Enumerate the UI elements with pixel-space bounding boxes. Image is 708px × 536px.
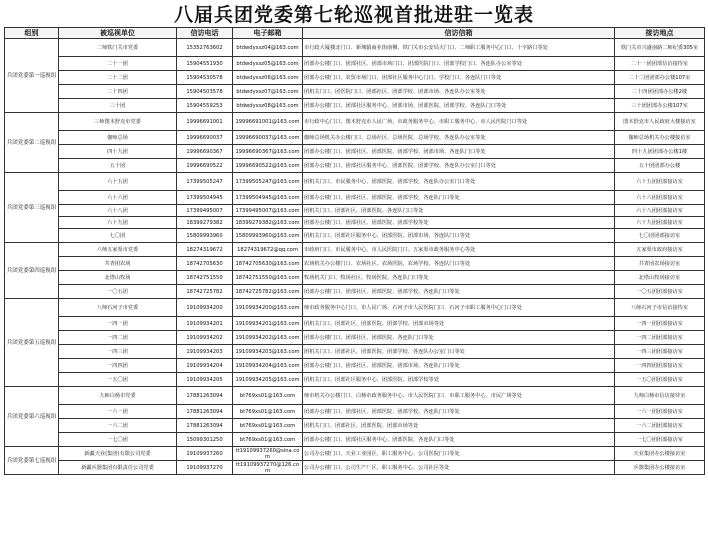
mailbox-cell: 伽师总场机关办公楼门口、总场社区、总场医院、总场学校、各连队办公室等处 (303, 131, 615, 145)
table-row (5, 419, 705, 433)
visit-cell: 六十八团团部接访室 (615, 205, 705, 217)
unit-cell: 一五〇团 (59, 373, 177, 387)
table-row (5, 145, 705, 159)
visit-cell: 一六二团团部接访室 (615, 419, 705, 433)
table-row (5, 71, 705, 85)
mailbox-cell: 团部办公楼门口、团部社区、团部医院、团部学校、团部市场、各连队门口等处 (303, 145, 615, 159)
mailbox-cell: 团机关门口、团部社区、团部医院、团部学校、团部市场等处 (303, 317, 615, 331)
email-cell: 19996690367@163.com (233, 145, 303, 159)
mailbox-cell: 团部办公楼门口、团部社区、团部医院、团部市场、各连队门口等处 (303, 359, 615, 373)
table-row (5, 205, 705, 217)
inspection-table (4, 27, 705, 475)
phone-cell: 19109934204 (177, 359, 233, 373)
table-row (5, 57, 705, 71)
unit-cell: 六师五家渠市党委 (59, 243, 177, 257)
email-cell: 18274319672@qq.com (233, 243, 303, 257)
email-cell: 19109934204@163.com (233, 359, 303, 373)
email-cell: 17399505247@163.com (233, 173, 303, 191)
email-cell: 18399279382@163.com (233, 217, 303, 229)
visit-cell: 共青团农场接访室 (615, 257, 705, 271)
mailbox-cell: 师市政务服务中心门口、市人民广场、石河子市人民医院门口、石河子市职工服务中心门口等处 (303, 299, 615, 317)
visit-cell: 伽师总场机关办公楼接访室 (615, 131, 705, 145)
mailbox-cell: 团机关门口、团医院门口、团部社区、团部学校、团部市场、各连队办公室等处 (303, 85, 615, 99)
unit-cell: 一四一团 (59, 317, 177, 331)
phone-cell: 18274319672 (177, 243, 233, 257)
visit-cell: 二十一团团部信访接待室 (615, 57, 705, 71)
visit-cell: 一六一团团部接访室 (615, 405, 705, 419)
unit-cell: 九师白杨市党委 (59, 387, 177, 405)
visit-cell: 天业集团办公楼接访室 (615, 447, 705, 461)
email-cell: 18742725782@163.com (233, 285, 303, 299)
unit-cell: 一七〇团 (59, 433, 177, 447)
table-row (5, 331, 705, 345)
visit-cell: 七〇团团部接访室 (615, 229, 705, 243)
group-cell: 兵团党委第六巡视组 (5, 387, 59, 447)
phone-cell: 15809993960 (177, 229, 233, 243)
unit-cell: 共青团农场 (59, 257, 177, 271)
phone-cell: 17399504945 (177, 191, 233, 205)
unit-cell: 二师铁门关市党委 (59, 39, 177, 57)
header-group: 组别 (5, 28, 59, 39)
unit-cell: 伽师总场 (59, 131, 177, 145)
email-cell: bt769xs01@163.com (233, 405, 303, 419)
email-cell: 19109934201@163.com (233, 317, 303, 331)
unit-cell: 一四三团 (59, 345, 177, 359)
email-cell: 19109934205@163.com (233, 373, 303, 387)
table-header-row (5, 28, 705, 39)
unit-cell: 二十一团 (59, 57, 177, 71)
phone-cell: 19996691001 (177, 113, 233, 131)
visit-cell: 铁门关市兴盛南路二师纪委305室 (615, 39, 705, 57)
phone-cell: 19109934205 (177, 373, 233, 387)
table-row (5, 85, 705, 99)
mailbox-cell: 团部办公楼门口、团部社区服务中心、团部医院、团部学校、各连队办公室门口等处 (303, 159, 615, 173)
mailbox-cell: 团机关门口、团部社区、团部医院、各连队门口等处 (303, 205, 615, 217)
phone-cell: 19109934201 (177, 317, 233, 331)
visit-cell: 一四四团团部接访室 (615, 359, 705, 373)
unit-cell: 一六一团 (59, 405, 177, 419)
unit-cell: 二十二团 (59, 71, 177, 85)
header-phone: 信访电话 (177, 28, 233, 39)
mailbox-cell: 师市机关办公楼门口、白杨市政务服务中心、市人民医院门口、市职工服务中心、市民广场等处 (303, 387, 615, 405)
email-cell: 18742705630@163.com (233, 257, 303, 271)
table-row (5, 285, 705, 299)
mailbox-cell: 团部办公楼门口、团部社区、团部市场门口、团部医院门口、团部学校门口、各连队办公室等处 (303, 57, 615, 71)
phone-cell: 19996690367 (177, 145, 233, 159)
header-visit: 接访地点 (615, 28, 705, 39)
phone-cell: 15904503578 (177, 85, 233, 99)
visit-cell: 一〇五团团部接访室 (615, 285, 705, 299)
mailbox-cell: 市行政大厦楼北门口、新城镇商业街南侧、铁门关市公安局大门口、二师职工服务中心门口、十字路口等处 (303, 39, 615, 57)
visit-cell: 五十团团部办公楼 (615, 159, 705, 173)
table-row (5, 317, 705, 331)
mailbox-cell: 团部办公楼门口、团部社区、团部医院、各连队门口等处 (303, 331, 615, 345)
email-cell: 18742751550@163.com (233, 271, 303, 285)
mailbox-cell: 团部办公楼门口、团部社区、团部医院、团部学校、各连队门口等处 (303, 405, 615, 419)
phone-cell: 19109934200 (177, 299, 233, 317)
unit-cell: 北塔山牧场 (59, 271, 177, 285)
mailbox-cell: 团机关门口、团部社区、团部医院、团部学校、各连队办公室门口等处 (303, 345, 615, 359)
phone-cell: 15352763602 (177, 39, 233, 57)
mailbox-cell: 市政府门口、市民服务中心、市人民医院门口、五家渠市政务服务中心等处 (303, 243, 615, 257)
mailbox-cell: 团机关门口、团部社区服务中心、团部医院、团部学校等处 (303, 373, 615, 387)
email-cell: btdwdyxsz07@163.com (233, 85, 303, 99)
table-row (5, 433, 705, 447)
phone-cell: 17399495007 (177, 205, 233, 217)
table-row (5, 345, 705, 359)
unit-cell: 二十四团 (59, 85, 177, 99)
email-cell: tt19109937270@126.com (233, 461, 303, 475)
group-cell: 兵团党委第三巡视组 (5, 173, 59, 243)
mailbox-cell: 公司办公楼门口、公司生产厂区、职工服务中心、公司社区等处 (303, 461, 615, 475)
phone-cell: 15904530578 (177, 71, 233, 85)
table-row (5, 299, 705, 317)
table-row (5, 271, 705, 285)
group-cell: 兵团党委第四巡视组 (5, 243, 59, 299)
email-cell: bt769xs01@163.com (233, 387, 303, 405)
visit-cell: 一七〇团团部接访室 (615, 433, 705, 447)
phone-cell: 18742705630 (177, 257, 233, 271)
mailbox-cell: 市行政中心门口、图木舒克市人民广场、市政务服务中心、市职工服务中心、市人民医院门口等处 (303, 113, 615, 131)
phone-cell: 15099301250 (177, 433, 233, 447)
table-row (5, 359, 705, 373)
mailbox-cell: 团机关门口、团部社区、团部医院、团部市场等处 (303, 419, 615, 433)
email-cell: 15809993960@163.com (233, 229, 303, 243)
visit-cell: 八师石河子市信访接待室 (615, 299, 705, 317)
visit-cell: 北塔山牧场接访室 (615, 271, 705, 285)
mailbox-cell: 团部办公楼门口、团部社区服务中心、团部医院、各连队门口等处 (303, 433, 615, 447)
visit-cell: 二十四团团部办公楼2楼 (615, 85, 705, 99)
table-row (5, 257, 705, 271)
email-cell: btdwdyxsz05@163.com (233, 57, 303, 71)
phone-cell: 19109934203 (177, 345, 233, 359)
mailbox-cell: 团部办公楼门口、团部社区、团部医院、团部学校、各连队门口等处 (303, 285, 615, 299)
table-row (5, 405, 705, 419)
table-row (5, 39, 705, 57)
unit-cell: 一六二团 (59, 419, 177, 433)
table-row (5, 387, 705, 405)
visit-cell: 三十团团部办公楼107室 (615, 99, 705, 113)
email-cell: btdwdyxsz08@163.com (233, 99, 303, 113)
visit-cell: 兵器集团办公楼接访室 (615, 461, 705, 475)
table-row (5, 173, 705, 191)
mailbox-cell: 团部办公楼门口、农贸市场门口、团部社区服务中心门口、学校门口、各连队门口等处 (303, 71, 615, 85)
table-row (5, 461, 705, 475)
phone-cell: 19109937270 (177, 461, 233, 475)
visit-cell: 一四一团团部接访室 (615, 317, 705, 331)
header-unit: 被巡视单位 (59, 28, 177, 39)
email-cell: btdwdyxsz04@163.com (233, 39, 303, 57)
phone-cell: 19996690037 (177, 131, 233, 145)
phone-cell: 19996690522 (177, 159, 233, 173)
phone-cell: 15904551930 (177, 57, 233, 71)
table-row (5, 159, 705, 173)
mailbox-cell: 团部办公楼门口、团部社区、团部医院、团部学校、各连队门口等处 (303, 191, 615, 205)
table-row (5, 217, 705, 229)
unit-cell: 一四二团 (59, 331, 177, 345)
table-row (5, 373, 705, 387)
mailbox-cell: 团机关门口、市民服务中心、团部医院、团部学校、各连队办公室门口等处 (303, 173, 615, 191)
phone-cell: 18742751550 (177, 271, 233, 285)
unit-cell: 五十团 (59, 159, 177, 173)
email-cell: btdwdyxsz06@163.com (233, 71, 303, 85)
unit-cell: 七〇团 (59, 229, 177, 243)
visit-cell: 六十六团团部接访室 (615, 191, 705, 205)
phone-cell: 17399505247 (177, 173, 233, 191)
unit-cell: 六十八团 (59, 205, 177, 217)
mailbox-cell: 团机关门口、团部社区服务中心、团部医院、团部市场、各连队门口等处 (303, 229, 615, 243)
email-cell: 19996690037@163.com (233, 131, 303, 145)
phone-cell: 18742725782 (177, 285, 233, 299)
mailbox-cell: 公司办公楼门口、天业工业园区、职工服务中心、公司医院门口等处 (303, 447, 615, 461)
email-cell: tt19109937260@sina.com (233, 447, 303, 461)
visit-cell: 一四二团团部接访室 (615, 331, 705, 345)
header-mailbox: 信访信箱 (303, 28, 615, 39)
visit-cell: 图木舒克市人民政府大楼接访室 (615, 113, 705, 131)
group-cell: 兵团党委第一巡视组 (5, 39, 59, 113)
unit-cell: 六十六团 (59, 191, 177, 205)
email-cell: bt769xs01@163.com (233, 419, 303, 433)
email-cell: 19996691001@163.com (233, 113, 303, 131)
group-cell: 兵团党委第五巡视组 (5, 299, 59, 387)
visit-cell: 六十九团团部接访室 (615, 217, 705, 229)
table-row (5, 447, 705, 461)
phone-cell: 19109934202 (177, 331, 233, 345)
table-row (5, 131, 705, 145)
visit-cell: 九师白杨市信访接待室 (615, 387, 705, 405)
email-cell: 19109934202@163.com (233, 331, 303, 345)
table-body (5, 39, 705, 475)
email-cell: 19109934203@163.com (233, 345, 303, 359)
email-cell: 19996690522@163.com (233, 159, 303, 173)
phone-cell: 18399279382 (177, 217, 233, 229)
unit-cell: 三师图木舒克市党委 (59, 113, 177, 131)
header-email: 电子邮箱 (233, 28, 303, 39)
unit-cell: 三十团 (59, 99, 177, 113)
table-row (5, 191, 705, 205)
unit-cell: 八师石河子市党委 (59, 299, 177, 317)
unit-cell: 一四四团 (59, 359, 177, 373)
visit-cell: 二十二团团部办公楼107室 (615, 71, 705, 85)
email-cell: 17399495007@163.com (233, 205, 303, 217)
visit-cell: 一五〇团团部接访室 (615, 373, 705, 387)
phone-cell: 17881263094 (177, 387, 233, 405)
phone-cell: 15904559253 (177, 99, 233, 113)
table-row (5, 99, 705, 113)
visit-cell: 六十五团团部接访室 (615, 173, 705, 191)
mailbox-cell: 团部办公楼门口、团部社区服务中心、团部市场、团部医院、团部学校、各连队门口等处 (303, 99, 615, 113)
unit-cell: 新疆兵器集团有限责任公司党委 (59, 461, 177, 475)
unit-cell: 四十九团 (59, 145, 177, 159)
unit-cell: 一〇五团 (59, 285, 177, 299)
table-row (5, 229, 705, 243)
unit-cell: 新疆天业(集团)有限公司党委 (59, 447, 177, 461)
phone-cell: 19109937260 (177, 447, 233, 461)
unit-cell: 六十五团 (59, 173, 177, 191)
mailbox-cell: 团部办公楼门口、团部社区、团部医院、团部学校等处 (303, 217, 615, 229)
phone-cell: 17881263094 (177, 419, 233, 433)
group-cell: 兵团党委第二巡视组 (5, 113, 59, 173)
unit-cell: 六十九团 (59, 217, 177, 229)
visit-cell: 五家渠市政府接访室 (615, 243, 705, 257)
table-row (5, 113, 705, 131)
phone-cell: 17881263094 (177, 405, 233, 419)
mailbox-cell: 农场机关办公楼门口、农场社区、农场医院、农场学校、各连队门口等处 (303, 257, 615, 271)
table-row (5, 243, 705, 257)
mailbox-cell: 牧场机关门口、牧场社区、牧场医院、各连队门口等处 (303, 271, 615, 285)
email-cell: 17399504945@163.com (233, 191, 303, 205)
group-cell: 兵团党委第七巡视组 (5, 447, 59, 475)
visit-cell: 一四三团团部接访室 (615, 345, 705, 359)
document-title: 八届兵团党委第七轮巡视首批进驻一览表 (173, 4, 534, 26)
email-cell: bt769xs01@163.com (233, 433, 303, 447)
visit-cell: 四十九团团部办公楼1楼 (615, 145, 705, 159)
email-cell: 19109934200@163.com (233, 299, 303, 317)
